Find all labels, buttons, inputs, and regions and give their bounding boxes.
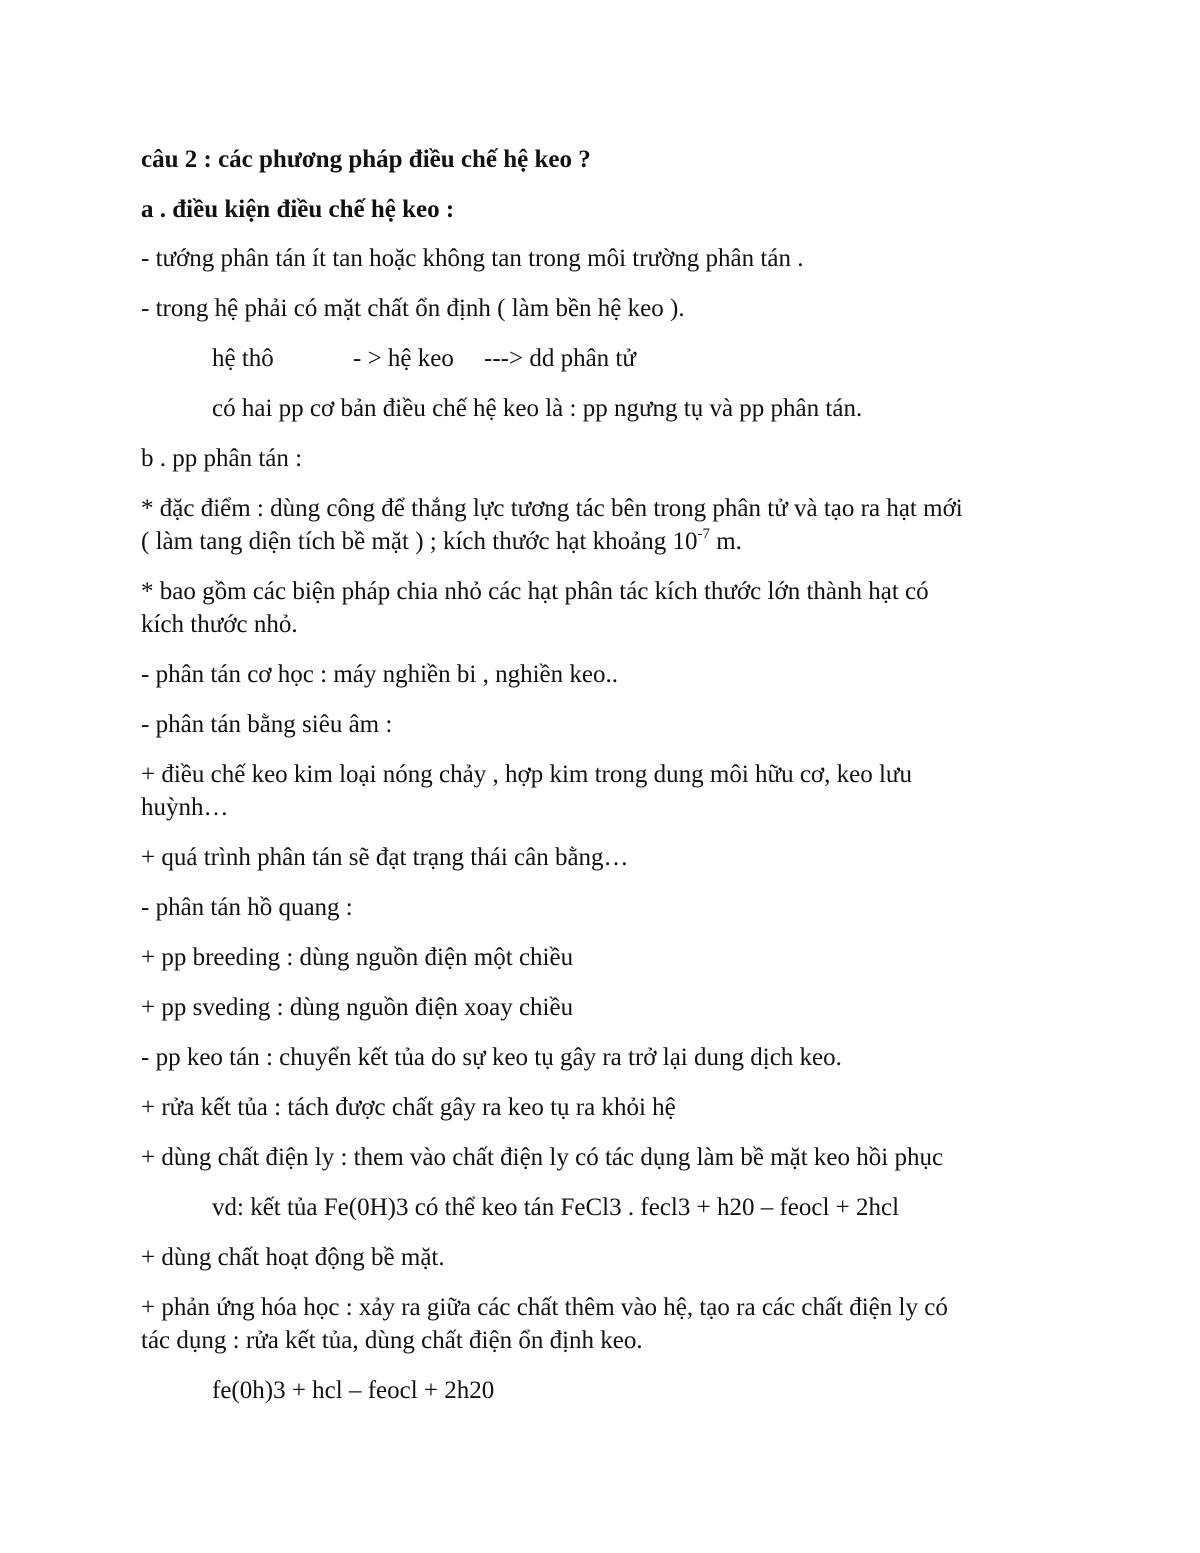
text-line: + quá trình phân tán sẽ đạt trạng thái cân bằng… (141, 844, 629, 871)
text-line: + điều chế keo kim loại nóng chảy , hợp kim trong dung môi hữu cơ, keo lưu (141, 761, 912, 788)
text-line: + dùng chất hoạt động bề mặt. (141, 1244, 445, 1271)
text-segment: ( làm tang diện tích bề mặt ) ; kích thước hạt khoảng 10 (141, 528, 698, 555)
text-line: - trong hệ phải có mặt chất ổn định ( làm bền hệ keo ). (141, 295, 685, 322)
text-line: + pp breeding : dùng nguồn điện một chiều (141, 944, 574, 971)
text-line: - phân tán cơ học : máy nghiền bi , nghiền keo.. (141, 661, 618, 688)
text-line: * bao gồm các biện pháp chia nhỏ các hạt phân tác kích thước lớn thành hạt có (141, 578, 929, 605)
text-line: + phản ứng hóa học : xảy ra giữa các chất thêm vào hệ, tạo ra các chất điện ly có (141, 1294, 948, 1321)
text-line: tác dụng : rửa kết tủa, dùng chất điện ổn định keo. (141, 1327, 643, 1354)
text-line: huỳnh… (141, 794, 229, 821)
exponent: -7 (697, 525, 710, 542)
text-line: + dùng chất điện ly : them vào chất điện ly có tác dụng làm bề mặt keo hồi phục (141, 1144, 944, 1171)
text-line: * đặc điểm : dùng công để thắng lực tương tác bên trong phân tử và tạo ra hạt mới (141, 495, 963, 522)
flow-colloid-system: - > hệ keo (353, 345, 454, 372)
page-title: câu 2 : các phương pháp điều chế hệ keo ? (141, 146, 591, 173)
flow-line (212, 344, 636, 374)
flow-coarse-system: hệ thô (212, 345, 274, 372)
flow-molecular-solution: ---> dd phân tử (484, 345, 636, 372)
example-line: vd: kết tủa Fe(0H)3 có thể keo tán FeCl3 . fecl3 + h20 – feocl + 2hcl (212, 1194, 900, 1221)
text-line (141, 527, 742, 557)
text-line: + rửa kết tủa : tách được chất gây ra keo tụ ra khỏi hệ (141, 1094, 676, 1121)
equation-line: fe(0h)3 + hcl – feocl + 2h20 (212, 1377, 495, 1404)
text-line: có hai pp cơ bản điều chế hệ keo là : pp ngưng tụ và pp phân tán. (212, 395, 863, 422)
section-a-heading: a . điều kiện điều chế hệ keo : (141, 196, 455, 223)
text-line: - phân tán hồ quang : (141, 894, 353, 921)
text-line: + pp sveding : dùng nguồn điện xoay chiều (141, 994, 574, 1021)
text-segment: m. (709, 528, 742, 555)
section-b-heading: b . pp phân tán : (141, 445, 303, 472)
text-line: - pp keo tán : chuyển kết tủa do sự keo tụ gây ra trở lại dung dịch keo. (141, 1044, 842, 1071)
text-line: kích thước nhỏ. (141, 611, 298, 638)
text-line: - phân tán bằng siêu âm : (141, 711, 393, 738)
text-line: - tướng phân tán ít tan hoặc không tan trong môi trường phân tán . (141, 245, 804, 272)
